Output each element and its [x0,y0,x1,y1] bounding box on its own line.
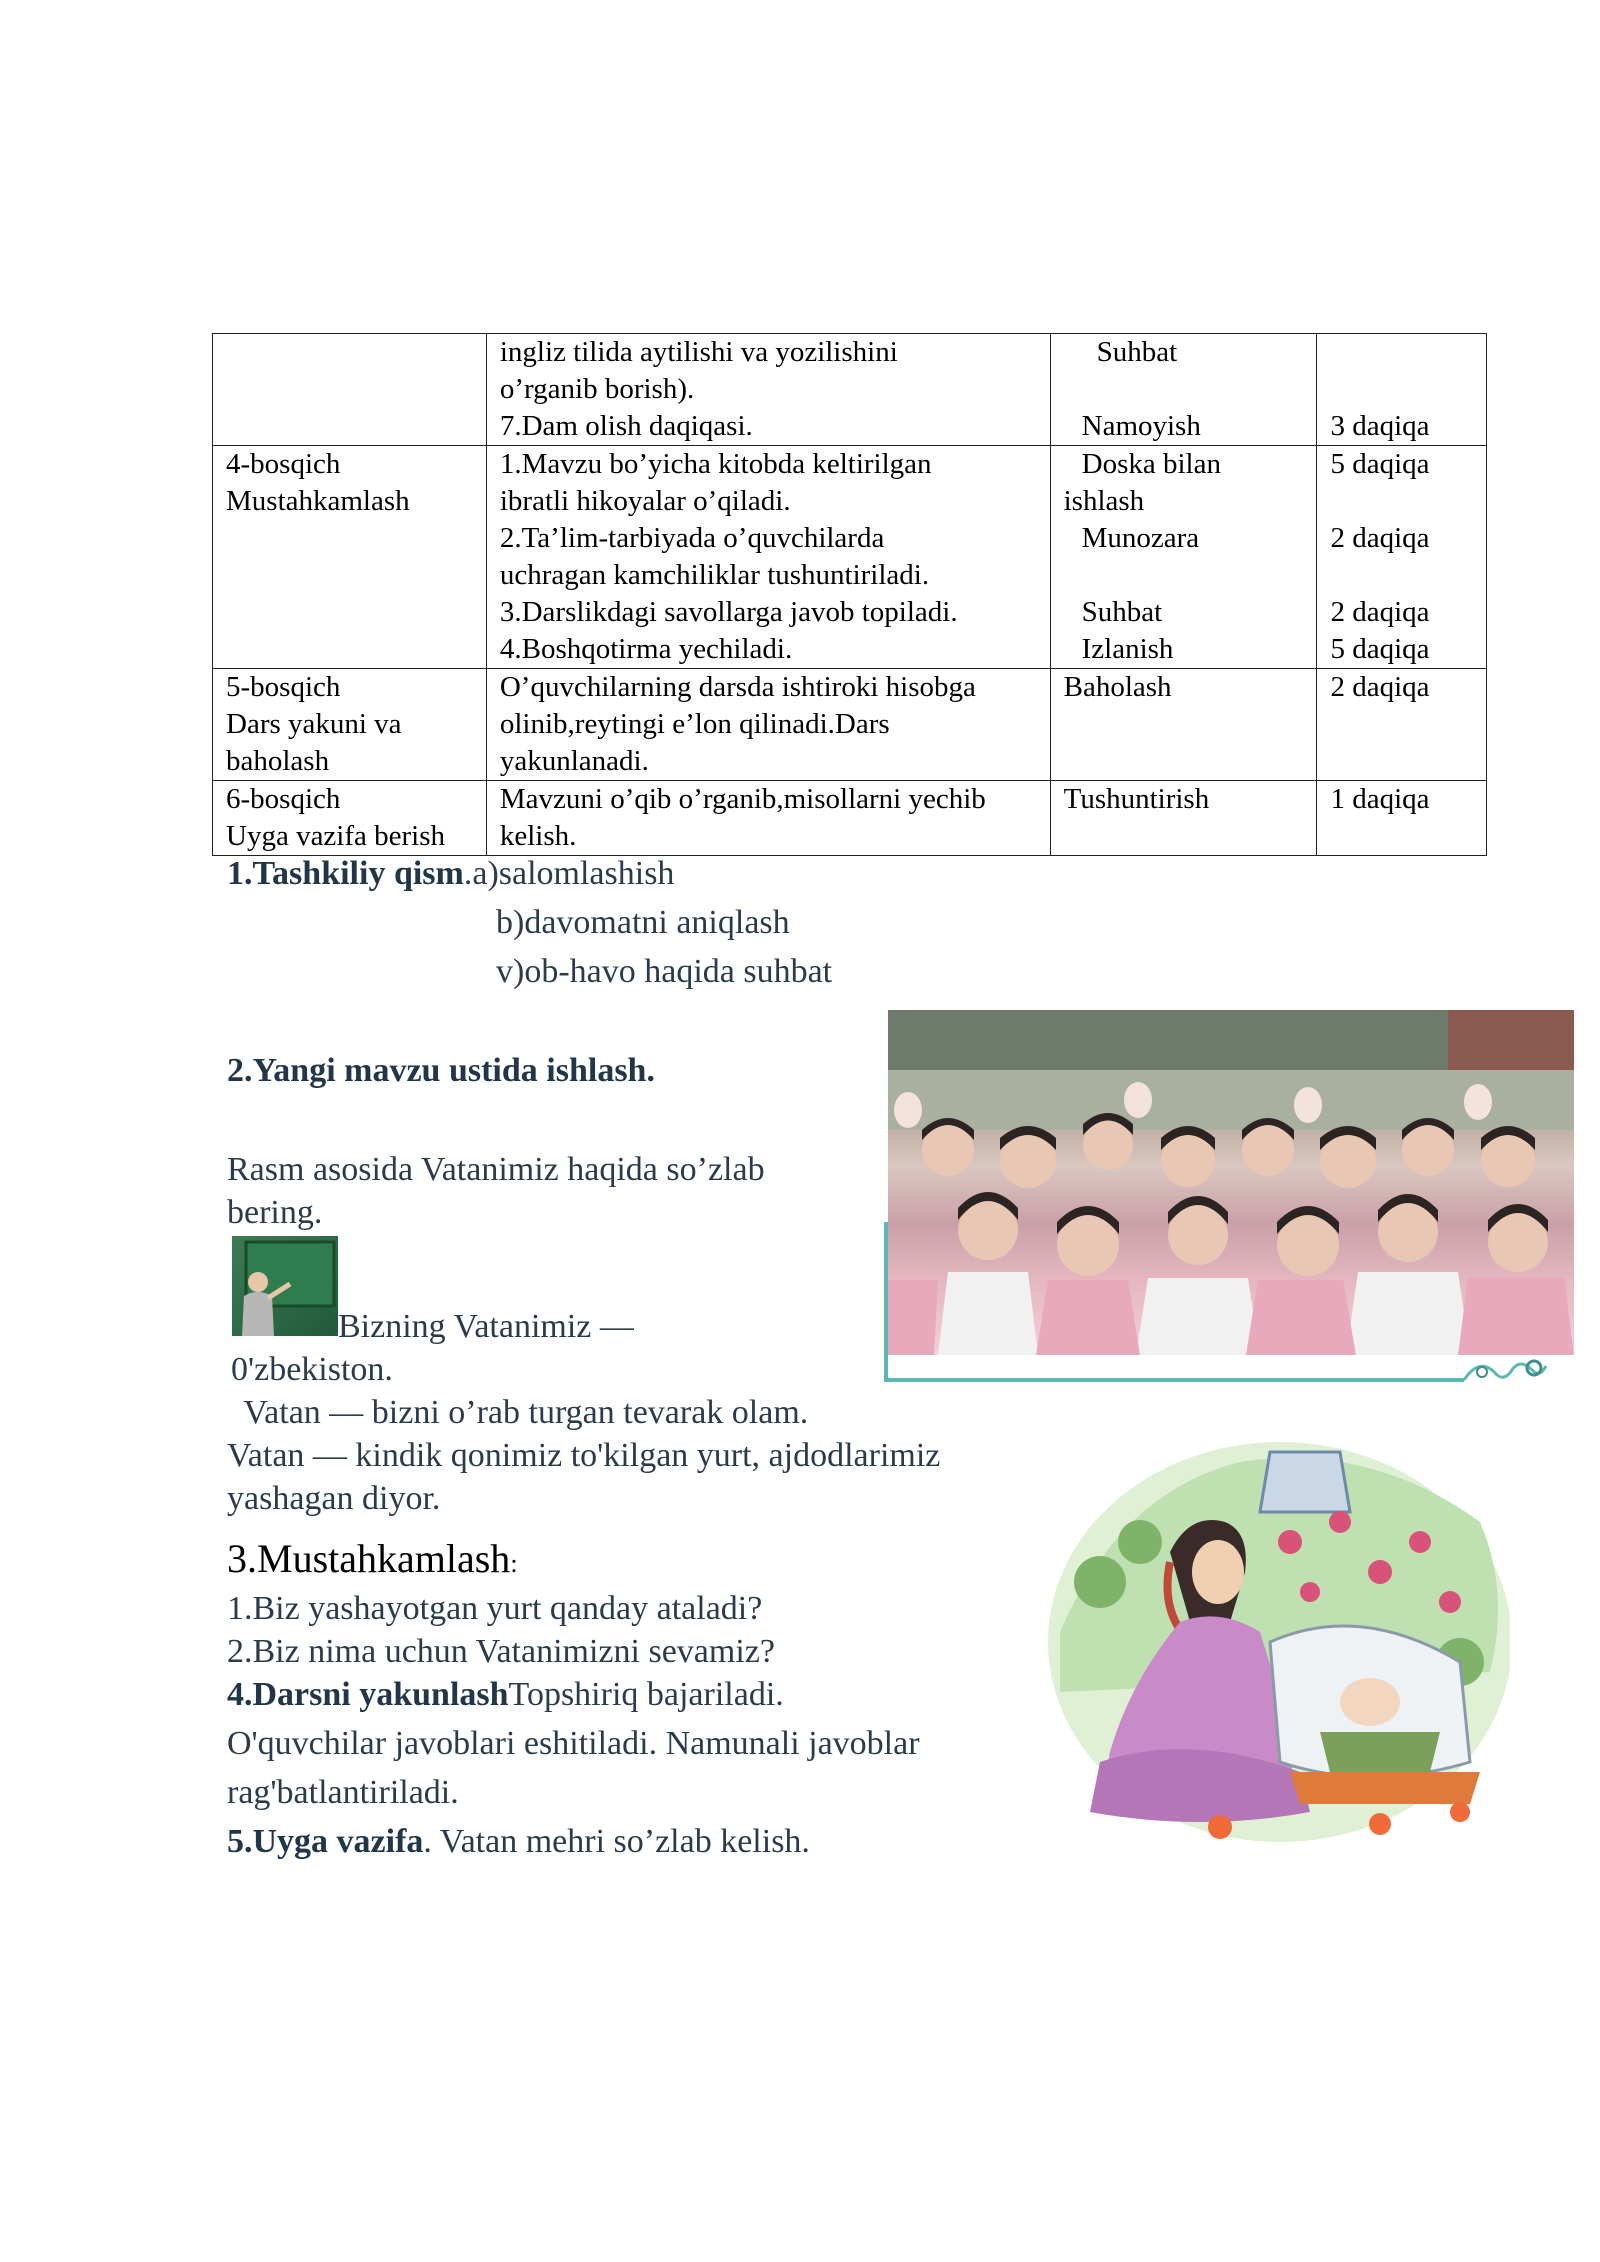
table-cell-line: 2.Ta’lim-tarbiyada o’quvchilarda [499,522,885,554]
table-cell-line: 7.Dam olish daqiqasi. [499,410,753,442]
section-2-prompt-1: Rasm asosida Vatanimiz haqida so’zlab [227,1151,765,1188]
section-2-prompt-2: bering. [227,1194,323,1231]
table-cell-time [1317,446,1487,669]
photo-frame-bottom [884,1378,1464,1382]
lesson-plan-table [212,333,1487,856]
section-2-line-4: Vatan — kindik qonimiz to'kilgan yurt, ajdodlarimiz [227,1437,941,1474]
table-cell-stage [213,446,487,669]
table-cell-line: O’quvchilarning darsda ishtiroki hisobga [499,671,976,703]
section-1-item-b: b)davomatni aniqlash [496,904,790,941]
ornament-icon [1460,1352,1550,1391]
table-cell-activity [486,334,1050,446]
section-2-line-5: yashagan diyor. [227,1480,441,1517]
section-4-text-3: rag'batlantiriladi. [227,1774,459,1811]
table-cell-line [1330,483,1486,520]
table-cell-activity [486,781,1050,856]
section-2-line-2: 0'zbekiston. [231,1351,393,1388]
table-cell-line: 2 daqiqa [1330,522,1430,554]
children-photo [888,1010,1574,1355]
table-cell-method [1050,446,1317,669]
section-4-text-1: Topshiriq bajariladi. [508,1676,784,1713]
section-1-title: 1.Tashkiliy qism [227,855,464,892]
table-cell-line: 2 daqiqa [1330,671,1430,703]
table-cell-activity [486,446,1050,669]
table-cell-line [1330,334,1486,371]
table-cell-line [1330,557,1486,594]
table-cell-line: Dars yakuni va [226,708,402,740]
table-cell-time [1317,334,1487,446]
table-cell-stage [213,669,487,781]
table-cell-method [1050,334,1317,446]
table-cell-line: 1.Mavzu bo’yicha kitobda keltirilgan [499,448,932,480]
section-3-heading [227,1537,518,1585]
section-2-title: 2.Yangi mavzu ustida ishlash. [227,1052,655,1089]
section-3-title: 3.Mustahkamlash [227,1536,511,1581]
table-cell-line: 3.Darslikdagi savollarga javob topiladi. [499,596,958,628]
section-4-text-2: O'quvchilar javoblari eshitiladi. Namunali javoblar [227,1725,920,1762]
teacher-image [232,1236,338,1336]
table-cell-line: 5 daqiqa [1330,448,1430,480]
table-cell-line: uchragan kamchiliklar tushuntiriladi. [499,559,930,591]
table-cell-line: 1 daqiqa [1330,783,1430,815]
section-2-line-1: Bizning Vatanimiz — [338,1308,634,1345]
table-cell-line: Namoyish [1081,410,1201,442]
section-5-text: . Vatan mehri so’zlab kelish. [423,1823,810,1860]
table-cell-line: 6-bosqich [226,783,341,815]
section-4-title: 4.Darsni yakunlash [227,1676,509,1713]
section-1-line-a [227,852,674,895]
table-cell-activity [486,669,1050,781]
section-2-line-3: Vatan — bizni o’rab turgan tevarak olam. [227,1394,809,1431]
table-cell-time [1317,669,1487,781]
table-cell-line: Mavzuni o’qib o’rganib,misollarni yechib [499,783,986,815]
table-cell-line: o’rganib borish). [499,373,695,405]
table-cell-line: Baholash [1063,671,1172,703]
table-cell-stage [213,334,487,446]
table-cell-line: 5-bosqich [226,671,341,703]
table-cell-line: Munozara [1081,522,1200,554]
section-4-line-1 [227,1673,784,1716]
table-cell-line: ibratli hikoyalar o’qiladi. [499,485,791,517]
table-cell-line [1064,557,1317,594]
table-cell-line: Tushuntirish [1063,783,1210,815]
table-cell-method [1050,669,1317,781]
table-cell-line: ingliz tilida aytilishi va yozilishini [499,336,898,368]
question-1: 1.Biz yashayotgan yurt qanday ataladi? [227,1590,763,1627]
table-cell-line [1330,371,1486,408]
section-5-line [227,1820,810,1863]
table-cell-line: Uyga vazifa berish [226,820,446,852]
table-row [213,446,1487,669]
table-cell-line: Doska bilan [1081,448,1221,480]
table-cell-line: Mustahkamlash [226,485,410,517]
photo-frame-left [884,1222,888,1382]
table-cell-line: 2 daqiqa [1330,596,1430,628]
table-cell-line: yakunlanadi. [499,745,649,777]
table-cell-line: 4-bosqich [226,448,341,480]
table-cell-line: 4.Boshqotirma yechiladi. [499,633,793,665]
table-cell-line: kelish. [499,820,577,852]
section-3-colon: : [510,1549,518,1578]
table-cell-line: Suhbat [1081,596,1163,628]
table-cell-line: baholash [226,745,330,777]
table-cell-line: 5 daqiqa [1330,633,1430,665]
table-cell-time [1317,781,1487,856]
table-cell-line: 3 daqiqa [1330,410,1430,442]
table-row [213,781,1487,856]
mother-cradle-illustration [1040,1432,1510,1852]
section-5-title: 5.Uyga vazifa [227,1823,424,1860]
table-row [213,669,1487,781]
section-1-item-v: v)ob-havo haqida suhbat [496,953,833,990]
table-cell-line [1064,371,1317,408]
table-cell-line: ishlash [1063,485,1145,517]
table-cell-stage [213,781,487,856]
table-cell-line: Izlanish [1081,633,1174,665]
table-cell-line: olinib,reytingi e’lon qilinadi.Dars [499,708,890,740]
table-row [213,334,1487,446]
question-2: 2.Biz nima uchun Vatanimizni sevamiz? [227,1633,775,1670]
section-1-item-a: .a)salomlashish [463,855,675,892]
table-cell-line: Suhbat [1096,336,1178,368]
table-cell-method [1050,781,1317,856]
